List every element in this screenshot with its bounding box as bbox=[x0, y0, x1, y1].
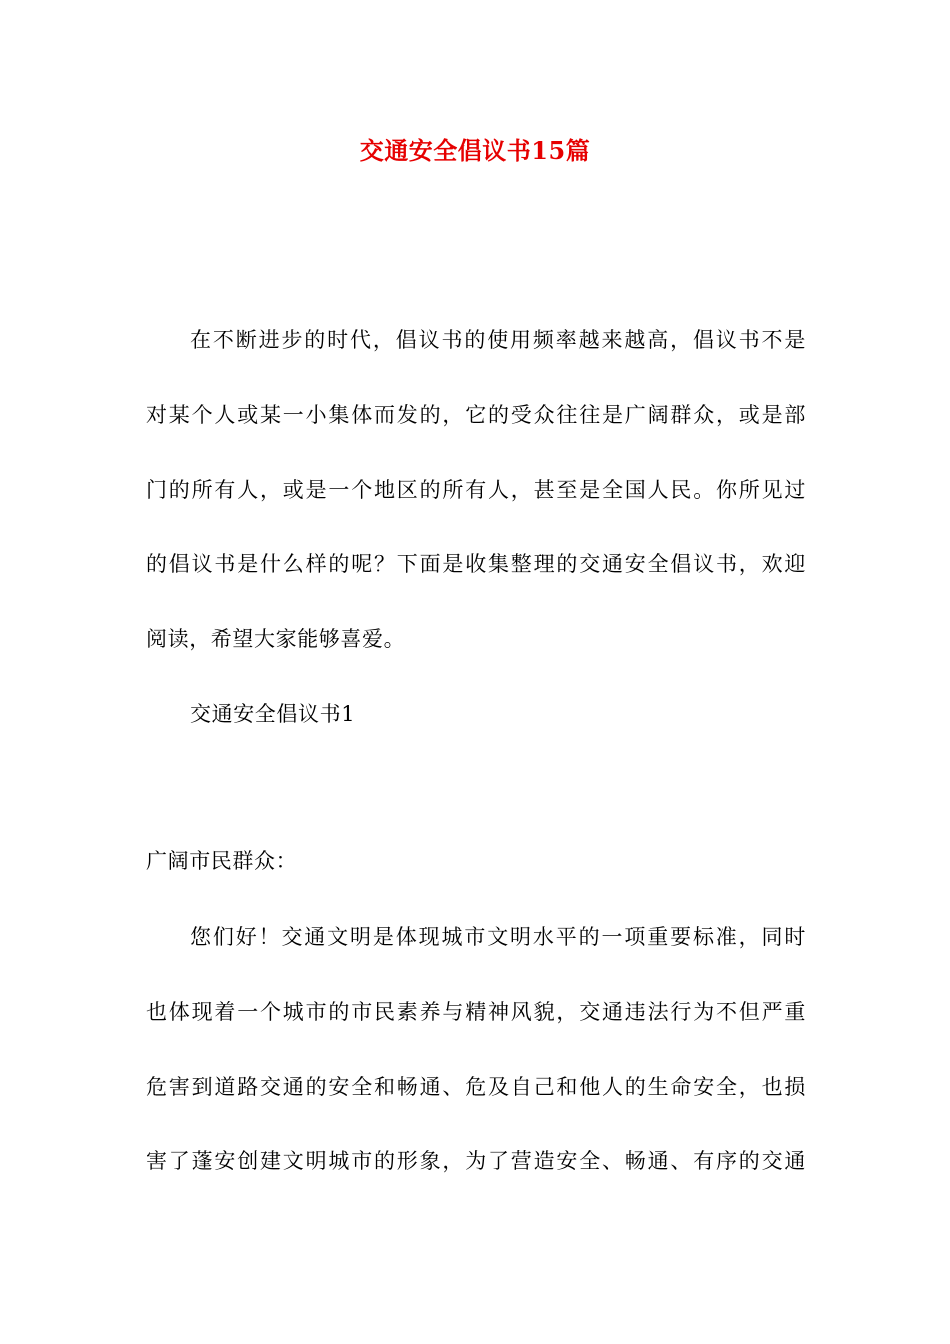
body-line-3: 危害到道路交通的安全和畅通、危及自己和他人的生命安全，也损 bbox=[146, 1075, 806, 1099]
intro-line-3: 门的所有人，或是一个地区的所有人，甚至是全国人民。你所见过 bbox=[146, 478, 806, 502]
section-heading: 交通安全倡议书1 bbox=[190, 702, 356, 726]
body-line-1: 您们好！交通文明是体现城市文明水平的一项重要标准，同时 bbox=[190, 925, 806, 949]
body-line-4: 害了蓬安创建文明城市的形象，为了营造安全、畅通、有序的交通 bbox=[146, 1149, 806, 1173]
intro-line-5: 阅读，希望大家能够喜爱。 bbox=[146, 627, 406, 651]
intro-line-1: 在不断进步的时代，倡议书的使用频率越来越高，倡议书不是 bbox=[190, 328, 806, 352]
intro-line-4: 的倡议书是什么样的呢？下面是收集整理的交通安全倡议书，欢迎 bbox=[146, 552, 806, 576]
body-line-2: 也体现着一个城市的市民素养与精神风貌，交通违法行为不但严重 bbox=[146, 1000, 806, 1024]
intro-line-2: 对某个人或某一小集体而发的，它的受众往往是广阔群众，或是部 bbox=[146, 403, 806, 427]
document-title: 交通安全倡议书15篇 bbox=[359, 136, 591, 165]
salutation: 广阔市民群众： bbox=[146, 849, 298, 873]
